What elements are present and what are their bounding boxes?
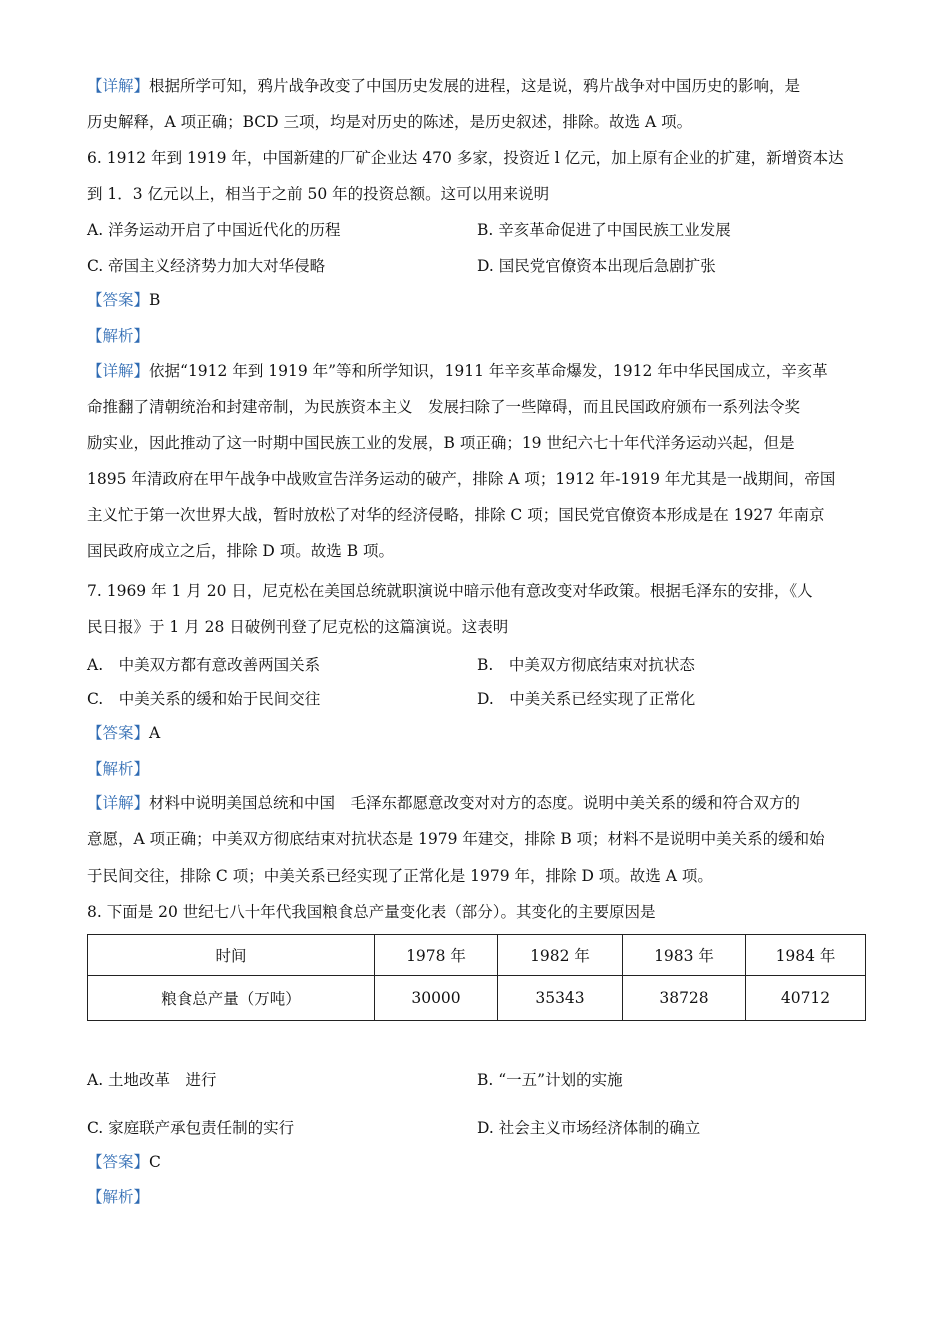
table-cell: 1982 年 [498, 935, 623, 976]
q7-detail: 于民间交往，排除 C 项；中美关系已经实现了正常化是 1979 年，排除 D 项。故选 A 项。 [87, 867, 713, 885]
question-8-stem: 8. 下面是 20 世纪七八十年代我国粮食总产量变化表（部分）。其变化的主要原因是 [87, 903, 656, 921]
answer-value: C [149, 1153, 161, 1171]
q7-option-d: D. 中美关系已经实现了正常化 [477, 690, 696, 708]
q6-detail: 励实业，因此推动了这一时期中国民族工业的发展，B 项正确；19 世纪六七十年代洋务运动兴起，但是 [87, 434, 795, 452]
q8-analysis-tag: 【解析】 [87, 1188, 150, 1206]
question-7-stem: 7. 1969 年 1 月 20 日，尼克松在美国总统就职演说中暗示他有意改变对华政策。根据毛泽东的安排，《人 [87, 582, 813, 600]
answer-value: A [149, 724, 161, 742]
answer-tag: 【答案】 [87, 291, 150, 309]
detail-line [87, 74, 800, 98]
table-cell: 1984 年 [746, 935, 866, 976]
q6-answer [87, 288, 160, 312]
detail-tag: 【详解】 [87, 77, 150, 95]
detail-text: 材料中说明美国总统和中国 毛泽东都愿意改变对对方的态度。说明中美关系的缓和符合双方的 [149, 794, 801, 812]
q6-analysis-tag: 【解析】 [87, 327, 150, 345]
q6-detail: 命推翻了清朝统治和封建帝制，为民族资本主义 发展扫除了一些障碍，而且民国政府颁布一系列法令奖 [87, 398, 801, 416]
table-cell: 1978 年 [375, 935, 498, 976]
q6-detail: 国民政府成立之后，排除 D 项。故选 B 项。 [87, 542, 395, 560]
detail-text: 依据“1912 年到 1919 年”等和所学知识，1911 年辛亥革命爆发，1912 年中华民国成立，辛亥革 [149, 362, 828, 380]
question-6-stem: 到 1．3 亿元以上，相当于之前 50 年的投资总额。这可以用来说明 [87, 185, 550, 203]
answer-tag: 【答案】 [87, 724, 150, 742]
q7-option-a: A. 中美双方都有意改善两国关系 [87, 656, 321, 674]
detail-text: 根据所学可知，鸦片战争改变了中国历史发展的进程，这是说，鸦片战争对中国历史的影响，是 [149, 77, 801, 95]
answer-tag: 【答案】 [87, 1153, 150, 1171]
q8-option-a: A. 土地改革 进行 [87, 1071, 217, 1089]
q8-answer [87, 1150, 161, 1174]
q7-detail [87, 791, 800, 815]
q7-option-c: C. 中美关系的缓和始于民间交往 [87, 690, 321, 708]
table-cell: 40712 [746, 976, 866, 1021]
q8-option-b: B. “一五”计划的实施 [477, 1071, 623, 1089]
q6-option-a: A. 洋务运动开启了中国近代化的历程 [87, 221, 341, 239]
q6-detail [87, 359, 828, 383]
q7-option-b: B. 中美双方彻底结束对抗状态 [477, 656, 695, 674]
table-cell: 35343 [498, 976, 623, 1021]
q7-answer [87, 721, 160, 745]
grain-output-table [87, 934, 866, 1021]
q6-option-b: B. 辛亥革命促进了中国民族工业发展 [477, 221, 731, 239]
q6-option-d: D. 国民党官僚资本出现后急剧扩张 [477, 257, 716, 275]
q6-option-c: C. 帝国主义经济势力加大对华侵略 [87, 257, 326, 275]
table-cell: 30000 [375, 976, 498, 1021]
q8-option-d: D. 社会主义市场经济体制的确立 [477, 1119, 701, 1137]
question-7-stem: 民日报》于 1 月 28 日破例刊登了尼克松的这篇演说。这表明 [87, 618, 509, 636]
detail-tag: 【详解】 [87, 794, 150, 812]
table-cell: 1983 年 [623, 935, 746, 976]
table-cell: 粮食总产量（万吨） [88, 976, 375, 1021]
q8-option-c: C. 家庭联产承包责任制的实行 [87, 1119, 295, 1137]
question-6-stem: 6. 1912 年到 1919 年，中国新建的厂矿企业达 470 多家，投资近 l 亿元，加上原有企业的扩建，新增资本达 [87, 149, 844, 167]
table-header-row [88, 935, 866, 976]
q6-detail: 主义忙于第一次世界大战，暂时放松了对华的经济侵略，排除 C 项；国民党官僚资本形成是在 1927 年南京 [87, 506, 825, 524]
detail-line: 历史解释，A 项正确；BCD 三项，均是对历史的陈述，是历史叙述，排除。故选 A 项。 [87, 113, 693, 131]
q6-detail: 1895 年清政府在甲午战争中战败宣告洋务运动的破产，排除 A 项；1912 年-1919 年尤其是一战期间，帝国 [87, 470, 836, 488]
table-cell: 38728 [623, 976, 746, 1021]
answer-value: B [149, 291, 161, 309]
table-cell: 时间 [88, 935, 375, 976]
q7-detail: 意愿，A 项正确；中美双方彻底结束对抗状态是 1979 年建交，排除 B 项；材料不是说明中美关系的缓和始 [87, 830, 825, 848]
q7-analysis-tag: 【解析】 [87, 760, 150, 778]
table-row [88, 976, 866, 1021]
detail-tag: 【详解】 [87, 362, 150, 380]
